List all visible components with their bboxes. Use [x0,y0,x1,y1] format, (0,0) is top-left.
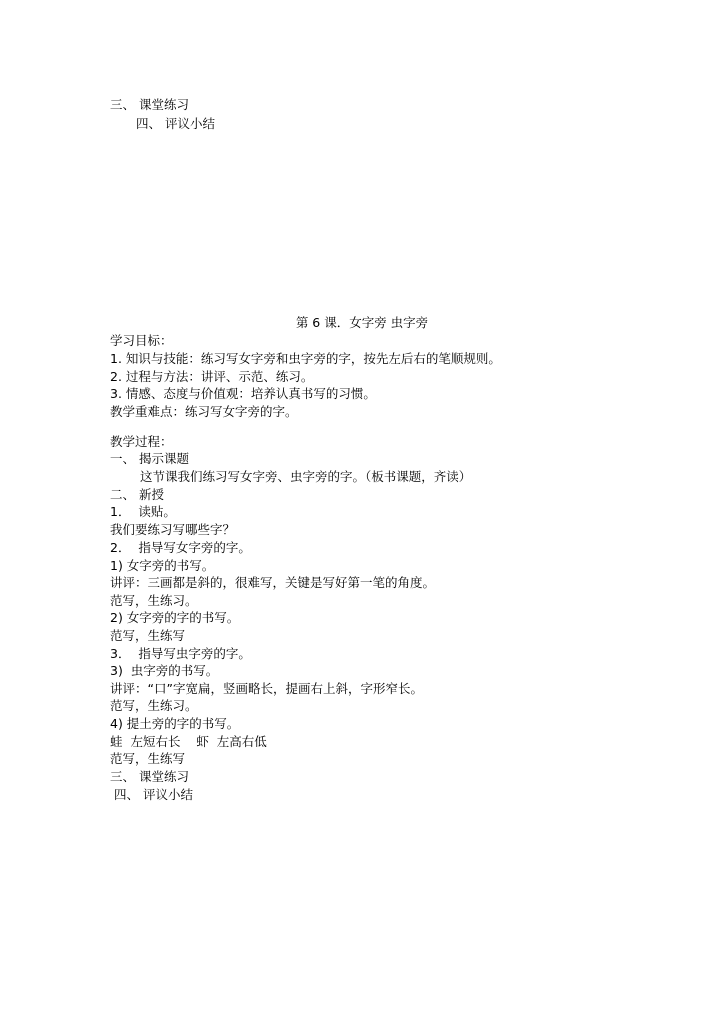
step-new-lesson: 二、 新授 [110,487,164,502]
step-review-summary: 四、 评议小结 [110,787,193,802]
goal-process: 2. 过程与方法：讲评、示范、练习。 [110,369,314,384]
key-point: 教学重难点：练习写女字旁的字。 [110,404,298,419]
goal-attitude: 3. 情感、态度与价值观：培养认真书写的习惯。 [110,386,376,401]
lesson-title: 第 6 课．女字旁 虫字旁 [295,315,429,330]
practice-3: 范写，生练习。 [110,698,198,713]
sub-earth-radical: 4) 提土旁的字的书写。 [110,716,240,731]
step-reveal-detail: 这节课我们练习写女字旁、虫字旁的字。（板书课题，齐读） [140,469,472,484]
goals-heading: 学习目标： [110,333,173,348]
practice-4: 范写，生练写 [110,751,186,766]
practice-2: 范写，生练写 [110,628,186,643]
process-heading: 教学过程： [110,434,173,449]
section-heading-practice: 三、 课堂练习 [110,97,189,112]
step-reveal-topic: 一、 揭示课题 [110,451,189,466]
comment-female-radical: 讲评：三画都是斜的，很难写，关键是写好第一笔的角度。 [110,575,436,590]
sub-female-radical-chars: 2) 女字旁的字的书写。 [110,610,240,625]
goal-knowledge: 1. 知识与技能：练习写女字旁和虫字旁的字，按先左后右的笔顺规则。 [110,351,501,366]
comment-insect-radical: 讲评：“口”字宽扁，竖画略长，提画右上斜，字形窄长。 [110,681,423,696]
item-guide-female-radical: 2． 指导写女字旁的字。 [110,540,251,555]
practice-1: 范写，生练习。 [110,593,198,608]
section-heading-summary: 四、 评议小结 [136,116,215,131]
question-text: 我们要练习写哪些字？ [110,522,236,537]
sub-insect-radical: 3) 虫字旁的书写。 [110,663,219,678]
item-guide-insect-radical: 3． 指导写虫字旁的字。 [110,646,251,661]
example-characters: 蛙 左短右长 虾 左高右低 [110,734,267,749]
sub-female-radical: 1) 女字旁的书写。 [110,558,215,573]
step-classroom-practice: 三、 课堂练习 [110,769,189,784]
item-read: 1． 读贴。 [110,504,176,519]
